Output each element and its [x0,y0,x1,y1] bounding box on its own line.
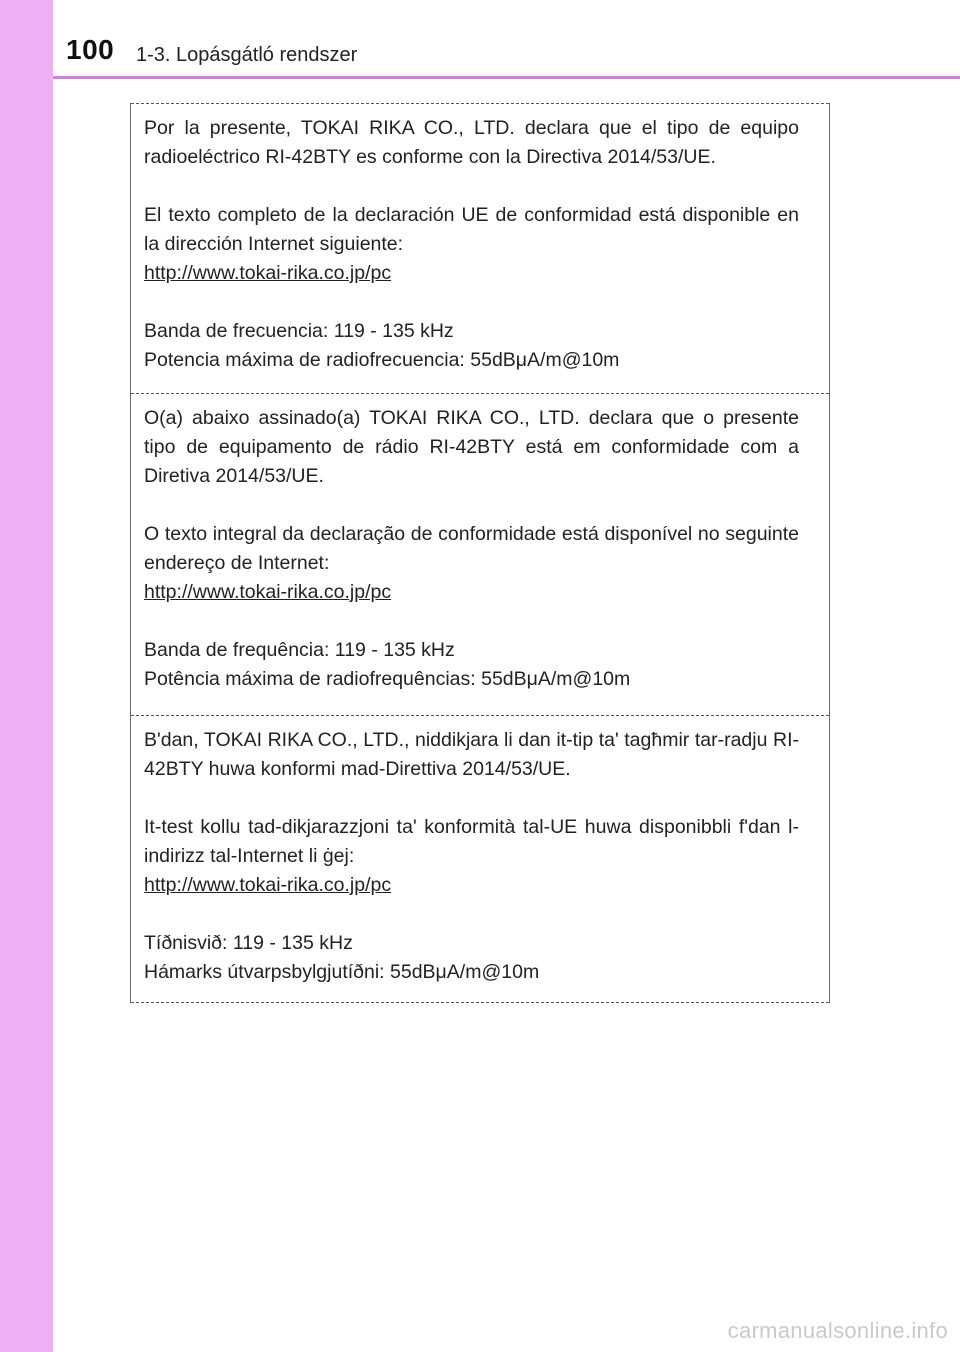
declaration-url-link[interactable]: http://www.tokai-rika.co.jp/pc [144,874,392,896]
declaration-text: O(a) abaixo assinado(a) TOKAI RIKA CO., LTD. declara que o presente tipo de equipamento de rádio RI-42BTY está em conformidade com a Diretiva 2014/53/UE. [144,407,799,487]
availability-text: It-test kollu tad-dikjarazzjoni ta' konformità tal-UE huwa disponibbli f'dan l-indirizz tal-Internet li ġej: [144,816,799,867]
frequency-text: Banda de frecuencia: 119 - 135 kHz [144,320,454,342]
power-text: Potência máxima de radiofrequências: 55dBμA/m@10m [144,668,631,690]
declaration-block-spanish [131,103,829,393]
frequency-text: Tíðnisvið: 119 - 135 kHz [144,932,353,954]
power-text: Hámarks útvarpsbylgjutíðni: 55dBμA/m@10m [144,961,540,983]
section-title: 1-3. Lopásgátló rendszer [136,44,358,66]
page-number: 100 [66,34,115,65]
availability-text: El texto completo de la declaración UE de conformidad está disponible en la dirección Internet siguiente: [144,204,799,255]
side-color-band [0,0,53,1352]
header-rule [53,76,960,79]
declaration-block-maltese [131,715,829,1003]
power-text: Potencia máxima de radiofrecuencia: 55dBμA/m@10m [144,349,620,371]
declaration-text: B'dan, TOKAI RIKA CO., LTD., niddikjara li dan it-tip ta' tagħmir tar-radju RI-42BTY huwa konformi mad-Direttiva 2014/53/UE. [144,729,799,780]
watermark: carmanualsonline.info [727,1318,948,1343]
declaration-url-link[interactable]: http://www.tokai-rika.co.jp/pc [144,581,392,603]
availability-text: O texto integral da declaração de conformidade está disponível no seguinte endereço de Internet: [144,523,799,574]
declaration-box [130,103,830,1003]
declaration-block-portuguese [131,393,829,715]
declaration-url-link[interactable]: http://www.tokai-rika.co.jp/pc [144,262,392,284]
declaration-text: Por la presente, TOKAI RIKA CO., LTD. declara que el tipo de equipo radioeléctrico RI-42BTY es conforme con la Directiva 2014/53/UE. [144,117,799,168]
frequency-text: Banda de frequência: 119 - 135 kHz [144,639,455,661]
